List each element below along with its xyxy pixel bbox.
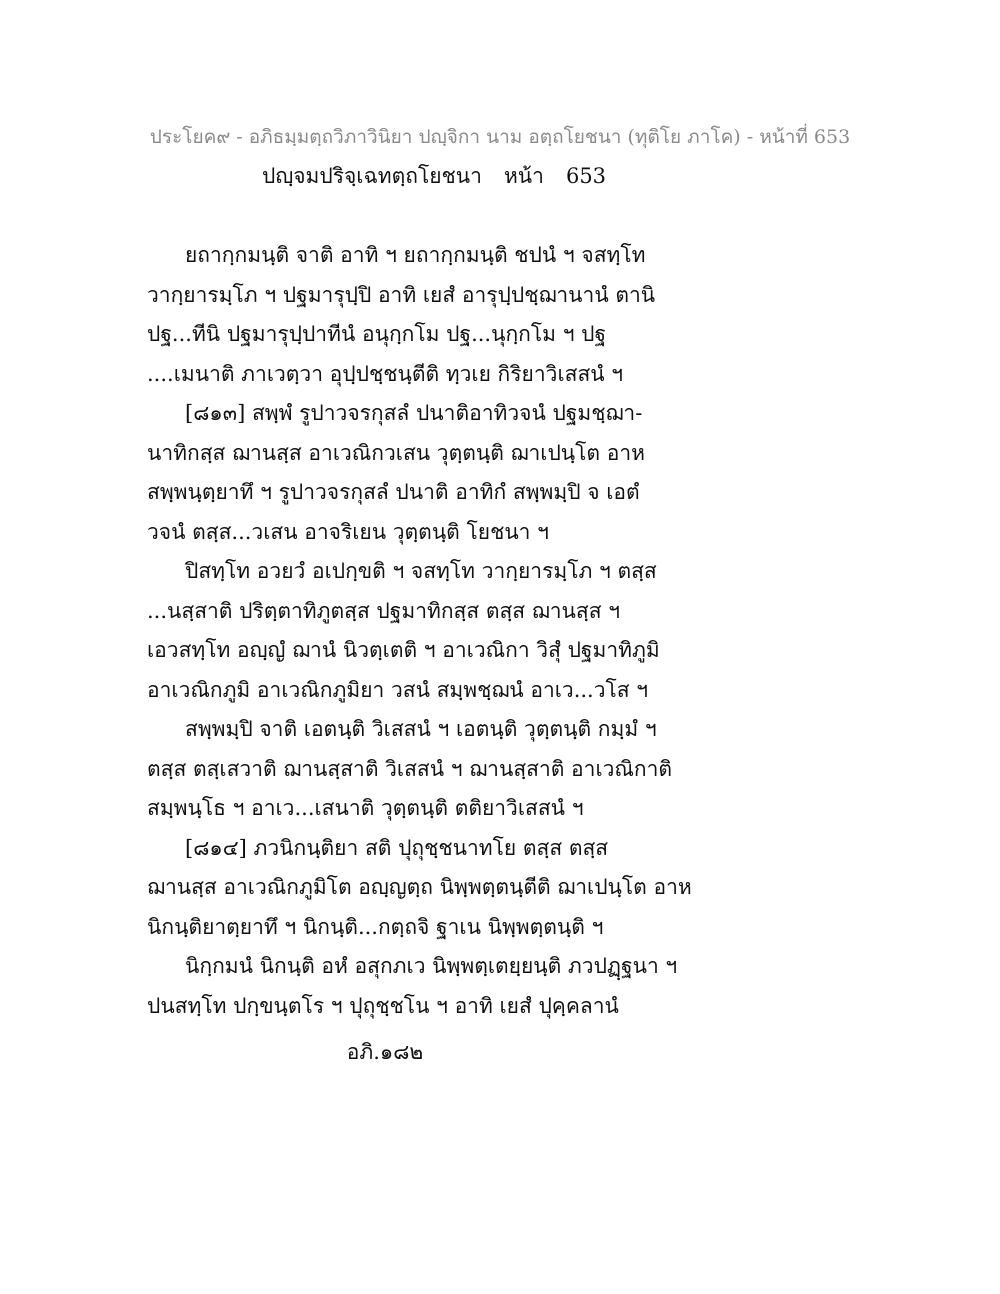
body-text	[147, 236, 707, 1026]
text-line: ยถากฺกมนฺติ จาติ อาทิ ฯ ยถากฺกมนฺติ ชปนํ ฯ จสทฺโท	[185, 243, 646, 267]
page-number: 653	[565, 164, 607, 188]
text-line: ปฐ...ทีนิ ปฐมารุปฺปาทีนํ อนุกฺกโม ปฐ...นุกฺกโม ฯ ปฐ	[147, 322, 607, 346]
running-header: ประโยค๙ - อภิธมฺมตฺถวิภาวินิยา ปญฺจิกา นาม อตฺถโยชนา (ทุติโย ภาโค) - หน้าที่ 653	[149, 126, 851, 148]
page-word: หน้า	[503, 164, 544, 188]
text-line: ปนสทฺโท ปกฺขนฺตโร ฯ ปุถุชฺชโน ฯ อาทิ เยสํ ปุคฺคลานํ	[147, 993, 619, 1018]
text-line: [๘๑๔] ภวนิกนฺติยา สติ ปุถุชฺชนาทโย ตสฺส ตสฺส	[185, 835, 609, 860]
text-line: สมฺพนฺโธ ฯ อาเว...เสนาติ วุตฺตนฺติ ตติยาวิเสสนํ ฯ	[147, 796, 584, 820]
text-line: ปิสทฺโท อวยวํ อเปกฺขติ ฯ จสทฺโท วากฺยารมฺโภ ฯ ตสฺส	[185, 559, 657, 583]
text-line: วจนํ ตสฺส...วเสน อาจริเยน วุตฺตนฺติ โยชนา ฯ	[147, 519, 549, 544]
text-line: สพฺพมฺปิ จาติ เอตนฺติ วิเสสนํ ฯ เอตนฺติ วุตฺตนฺติ กมฺมํ ฯ	[185, 717, 657, 741]
text-line: เอวสทฺโท อญฺญํ ฌานํ นิวตฺเตติ ฯ อาเวณิกา วิสุํ ปฐมาทิภูมิ	[147, 638, 660, 662]
text-line: [๘๑๓] สพฺพํ รูปาวจรกุสลํ ปนาติอาทิวจนํ ปฐมชฺฌา-	[185, 401, 643, 425]
text-line: วากฺยารมฺโภ ฯ ปฐมารุปฺปิ อาทิ เยสํ อารุปฺปชฺฌานานํ ตานิ	[147, 282, 656, 307]
text-line: สพฺพนฺตฺยาทึ ฯ รูปาวจรกุสลํ ปนาติ อาทิกํ สพฺพมฺปิ จ เอตํ	[147, 480, 640, 504]
text-line: นิกฺกมนํ นิกนฺติ อหํ อสุกภเว นิพฺพตฺเตยฺยนฺติ ภวปฏฺฐนา ฯ	[185, 954, 678, 978]
text-line: ...นสฺสาติ ปริตฺตาทิภูตสฺส ปฐมาทิกสฺส ตสฺส ฌานสฺส ฯ	[147, 598, 620, 623]
text-line: ตสฺส ตสฺเสวาติ ฌานสฺสาติ วิเสสนํ ฯ ฌานสฺสาติ อาเวณิกาติ	[147, 756, 673, 781]
footer-reference: อภิ.๑๘๒	[346, 1040, 424, 1064]
text-line: นาทิกสฺส ฌานสฺส อาเวณิกวเสน วุตฺตนฺติ ฌาเปนฺโต อาห	[147, 440, 645, 465]
text-line: ....เมนาติ ภาเวตฺวา อุปฺปชฺชนฺตีติ ทฺวเย กิริยาวิเสสนํ ฯ	[147, 361, 624, 386]
text-line: นิกนฺติยาตฺยาทึ ฯ นิกนฺติ...กตฺถจิ ฐาเน นิพฺพตฺตนฺติ ฯ	[147, 914, 604, 939]
chapter-title: ปญฺจมปริจฺเฉทตฺถโยชนา	[262, 164, 482, 188]
page-heading	[262, 160, 606, 193]
text-line: อาเวณิกภูมิ อาเวณิกภูมิยา วสนํ สมฺพชฺฌนํ อาเว...วโส ฯ	[147, 677, 649, 702]
text-line: ฌานสฺส อาเวณิกภูมิโต อญฺญตฺถ นิพฺพตฺตนฺตีติ ฌาเปนฺโต อาห	[147, 875, 692, 899]
